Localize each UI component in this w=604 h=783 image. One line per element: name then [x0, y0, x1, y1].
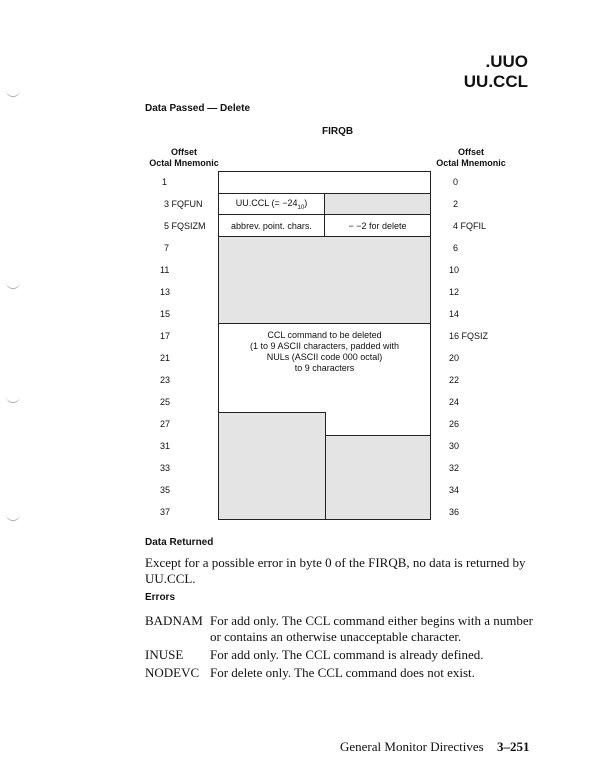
- left-offset: 33: [160, 463, 171, 473]
- right-offset: 36: [449, 507, 460, 517]
- section-title: Data Passed — Delete: [145, 103, 251, 114]
- left-offset: 27: [160, 419, 171, 429]
- footer-text: General Monitor Directives: [340, 739, 484, 754]
- ccl-line-3: NULs (ASCII code 000 octal): [266, 352, 383, 362]
- error-desc: For add only. The CCL command either begins with a number or contains an otherwise unacceptable character.: [210, 613, 534, 644]
- left-offset: 13: [160, 287, 171, 297]
- shaded-block-top: [219, 237, 430, 324]
- left-header-line2: Octal Mnemonic: [149, 158, 219, 168]
- left-offset: 7: [164, 243, 170, 253]
- right-offset: 10: [449, 265, 460, 275]
- header-line-2: UU.CCL: [463, 72, 528, 91]
- right-offset: 0: [453, 177, 459, 187]
- right-offset: 16 FQSIZ: [449, 331, 489, 341]
- row-0: [219, 172, 430, 194]
- right-offset: 34: [449, 485, 460, 495]
- left-offset: 21: [160, 353, 171, 363]
- ccl-line-4: to 9 characters: [294, 363, 355, 373]
- right-offset: 20: [449, 353, 460, 363]
- left-offset: 5 FQSIZM: [164, 221, 206, 231]
- data-returned-text: Except for a possible error in byte 0 of the FIRQB, no data is returned by UU.CCL.: [145, 555, 526, 586]
- ccl-line-1: CCL command to be deleted: [267, 330, 382, 340]
- right-offset: 4 FQFIL: [453, 221, 487, 231]
- left-offset: 11: [160, 265, 170, 275]
- left-offset: 37: [160, 507, 171, 517]
- cell-shaded-1: [325, 194, 430, 215]
- margin-mark: [6, 88, 20, 97]
- left-offset: 3 FQFUN: [164, 199, 203, 209]
- left-offset: 25: [160, 397, 171, 407]
- cell-uuccl: [219, 194, 325, 215]
- right-offset: 14: [449, 309, 460, 319]
- error-code: NODEVC: [145, 665, 200, 680]
- error-desc: For add only. The CCL command is already defined.: [210, 647, 484, 662]
- margin-mark: [6, 512, 20, 521]
- left-offset: 1: [162, 177, 168, 187]
- left-offset: 31: [160, 441, 171, 451]
- left-header: [145, 147, 223, 169]
- error-desc: For delete only. The CCL command does not exist.: [210, 665, 475, 680]
- right-offset: 22: [449, 375, 460, 385]
- right-offset: 24: [449, 397, 460, 407]
- right-header: [432, 147, 510, 169]
- shaded-block-bottom-left: [219, 412, 326, 519]
- right-header-line1: Offset: [457, 147, 484, 157]
- right-offset: 30: [449, 441, 460, 451]
- firqb-diagram: [218, 171, 431, 520]
- cell-abbrev-text: abbrev. point. chars.: [231, 220, 312, 231]
- error-code: BADNAM: [145, 613, 203, 628]
- right-offset: 12: [449, 287, 460, 297]
- error-code: INUSE: [145, 647, 184, 662]
- right-header-line2: Octal Mnemonic: [436, 158, 506, 168]
- right-offset: 6: [453, 243, 459, 253]
- header-line-1: .UUO: [485, 52, 528, 71]
- right-offset: 26: [449, 419, 460, 429]
- left-offset: 17: [160, 331, 171, 341]
- left-header-line1: Offset: [170, 147, 197, 157]
- data-returned-title: Data Returned: [145, 537, 214, 548]
- cell-for-delete: [325, 215, 430, 237]
- ccl-line-2: (1 to 9 ASCII characters, padded with: [249, 341, 400, 351]
- left-offset: 15: [160, 309, 171, 319]
- margin-mark: [6, 394, 20, 403]
- left-offset: 35: [160, 485, 171, 495]
- left-offset: 23: [160, 375, 171, 385]
- ccl-command-block: [219, 324, 430, 412]
- diagram-title: FIRQB: [322, 126, 354, 137]
- page-number: 3–251: [497, 739, 530, 754]
- cell-uuccl-text: UU.CCL (= $-24_{10}$): [235, 197, 308, 211]
- shaded-block-bottom-right: [326, 435, 430, 519]
- cell-for-delete-text: − −2 for delete: [348, 220, 407, 231]
- page-header: [464, 52, 528, 92]
- errors-title: Errors: [145, 592, 176, 603]
- margin-mark: [6, 280, 20, 289]
- right-offset: 2: [453, 199, 459, 209]
- cell-abbrev: [219, 215, 325, 237]
- right-offset: 32: [449, 463, 460, 473]
